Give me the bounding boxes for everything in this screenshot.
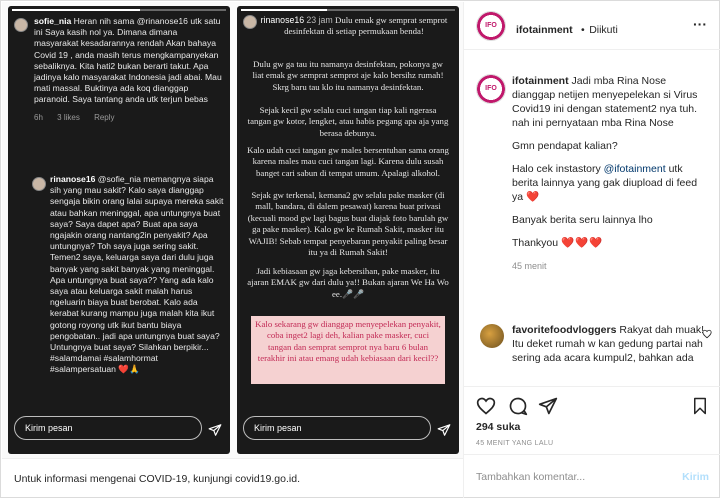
reply-emoji: ❤️🙏	[118, 364, 140, 375]
comment-like-heart-icon[interactable]	[702, 329, 712, 339]
comment-icon[interactable]	[508, 396, 528, 416]
covid-info-text[interactable]: Untuk informasi mengenai COVID-19, kunjungi covid19.go.id.	[14, 473, 300, 485]
comment-username[interactable]: favoritefoodvloggers	[512, 324, 617, 336]
story-avatar	[243, 15, 257, 29]
post-media[interactable]	[2, 2, 463, 458]
reply-avatar	[32, 177, 46, 191]
story-progress-bar	[12, 9, 226, 11]
caption-paragraph-2: Gmn pendapat kalian?	[512, 140, 618, 152]
account-avatar[interactable]	[476, 11, 506, 41]
header-user-row	[516, 20, 618, 38]
send-icon	[208, 423, 222, 437]
story-paragraph-5: Jadi kebiasaan gw jaga kebersihan, pake masker, itu ajaran EMAK gw dari dulu ya!! Bukan ajaran We Ha Wo ee.🎤🎤	[247, 266, 449, 299]
caption-time[interactable]: 45 menit	[512, 261, 547, 271]
story-paragraph-2: Sejak kecil gw selalu cuci tangan tiap kali ngerasa tangan gw kotor, lengket, atau habis pegang apa aja yang berasa debunya.	[247, 105, 449, 138]
story-intro: Dulu emak gw semprat semprot desinfektan di setiap permukaan benda!	[284, 15, 448, 37]
story-message-input: Kirim pesan	[243, 416, 431, 440]
comment-time: 6h	[34, 112, 43, 122]
comment-block	[34, 16, 224, 123]
comment-username: sofie_nia	[34, 16, 72, 26]
reply-block	[50, 174, 224, 376]
hearts-emoji: ❤️❤️❤️	[561, 237, 604, 249]
commenter-avatar	[14, 18, 28, 32]
comment-item	[512, 323, 710, 365]
caption-paragraph-4: Banyak berita seru lainnya lho	[512, 214, 653, 226]
story-time: 23 jam	[306, 15, 333, 25]
caption-paragraph-3b: utk berita lainnya yang gak diupload di feed ya	[512, 163, 698, 203]
story-paragraph-4: Sejak gw terkenal, kemana2 gw selalu pake masker (di mall, bandara, di dalem pesawat) karena buat privasi (kecuali mood gw lagi bagus buat diajak foto barulah gw ga pake masker). Kalo gw ke Rumah Sakit, masker itu WAJIB! Sebab tempat penyebaran penyakit paling besar itu ya di Rumah Sakit!	[247, 190, 449, 258]
story-user: rinanose16	[260, 15, 305, 25]
story-progress-bar	[241, 9, 455, 11]
story-message-input: Kirim pesan	[14, 416, 202, 440]
reply-username: rinanose16	[50, 174, 96, 184]
comment-reply: Reply	[94, 112, 115, 122]
story-paragraph-1: Dulu gw ga tau itu namanya desinfektan, pokonya gw liat emak gw semprat semprot aje kalo bersihz rumah! Skrg baru tau klo itu namanya desinfektan.	[252, 59, 444, 92]
comment-text: Heran nih sama @rinanose16 utk satu ini Saya kasih nol ya. Dimana dimana masyarakat kesadarannya rendah Akan bahaya Covid 19 , anda masih terus mengkampanyekan sebaliknya. Kita hati2 bukan berarti takut. Apa jadinya kalo masyarakat Indonesia jadi abai. Mau mati massal. Buktinya ada koq dianggap paranoid. Saya tantang anda utk terjun bebas	[34, 16, 222, 105]
send-icon	[437, 423, 451, 437]
story-header	[257, 15, 451, 38]
comment-input[interactable]: Tambahkan komentar...	[476, 471, 586, 483]
story-highlight-box: Kalo sekarang gw dianggap menyepelekan penyakit, coba inget2 lagi deh, kalian pake masker, cuci tangan dan semprat semprot nya baru 6 bulan terakhir ini atau emang udah kebiasaan dari kecil??	[251, 316, 445, 384]
caption-username[interactable]: ifotainment	[512, 75, 569, 87]
share-icon[interactable]	[538, 396, 558, 416]
follow-status[interactable]: Diikuti	[589, 24, 618, 36]
post-caption	[512, 74, 710, 282]
post-time[interactable]: 45 MENIT YANG LALU	[476, 440, 554, 447]
story-screenshot-comments	[8, 6, 230, 454]
more-options-icon[interactable]: ···	[693, 16, 707, 32]
caption-mention-link[interactable]: @ifotainment	[603, 163, 666, 175]
heart-emoji: ❤️	[526, 191, 541, 203]
comment-form	[464, 454, 720, 498]
logo-text: IFO	[485, 85, 497, 92]
reply-text: @sofie_nia memangnya siapa sih yang mau sakit? Kalo saya dianggap sengaja bikin orang lalai supaya mereka sakit atau bahkan meninggal, apa untungnya buat saya? Saya dapet apa? Buat apa saya ngajakin orang nantang2in penyakit? Apa untungnya? Toh saya juga sering sakit. Temen2 saya, keluarga saya dari dulu juga banyak yang sakit banyak yang meninggal. Apa untungnya buat saya?? Yang ada kalo saya atau keluarga sakit malah harus ngeluarin biaya buat berobat. Kalo ada kerabat kurang mampu juga malah kita ikut gotong royong utk ikut bantu biaya pengobatan.. jadi apa untungnya buat saya? Untungnya buat saya? Silahkan berpikir... #salamdamai #salamhormat #salampersatuan	[50, 174, 224, 375]
logo-text: IFO	[485, 22, 497, 29]
header-separator: •	[581, 24, 585, 36]
post-comment-button[interactable]: Kirim	[682, 471, 709, 483]
caption-paragraph-5: Thankyou	[512, 237, 562, 249]
comment-likes: 3 likes	[57, 112, 80, 122]
save-bookmark-icon[interactable]	[691, 396, 709, 416]
story-screenshot-statement	[237, 6, 459, 454]
like-heart-icon[interactable]	[476, 396, 496, 416]
header-username[interactable]: ifotainment	[516, 24, 573, 36]
story-paragraph-3: Kalo udah cuci tangan gw males bersentuhan sama orang karena males mau cuci tangan lagi. Karena dulu susah banget cari sabun di tempat umum. Apalagi alkohol.	[247, 145, 449, 178]
caption-paragraph-3a: Halo cek instastory	[512, 163, 604, 175]
comment-text: Rakyat dah muak! Itu deket rumah w kan gedung partai nah sering ada acara kumpul2, bahkan ada	[512, 324, 704, 364]
covid-info-banner[interactable]	[2, 458, 463, 498]
commenter-avatar[interactable]	[480, 324, 504, 348]
likes-count[interactable]: 294 suka	[476, 421, 521, 433]
caption-avatar[interactable]	[476, 74, 506, 104]
post-header	[464, 2, 720, 50]
post-side-panel	[463, 2, 720, 498]
caption-paragraph-1: Jadi mba Rina Nose dianggap netijen menyepelekan si Virus Covid19 ini dengan statement2 nya tuh. nah ini pernyataan mba Rina Nose	[512, 75, 698, 129]
comment-meta	[34, 112, 224, 123]
